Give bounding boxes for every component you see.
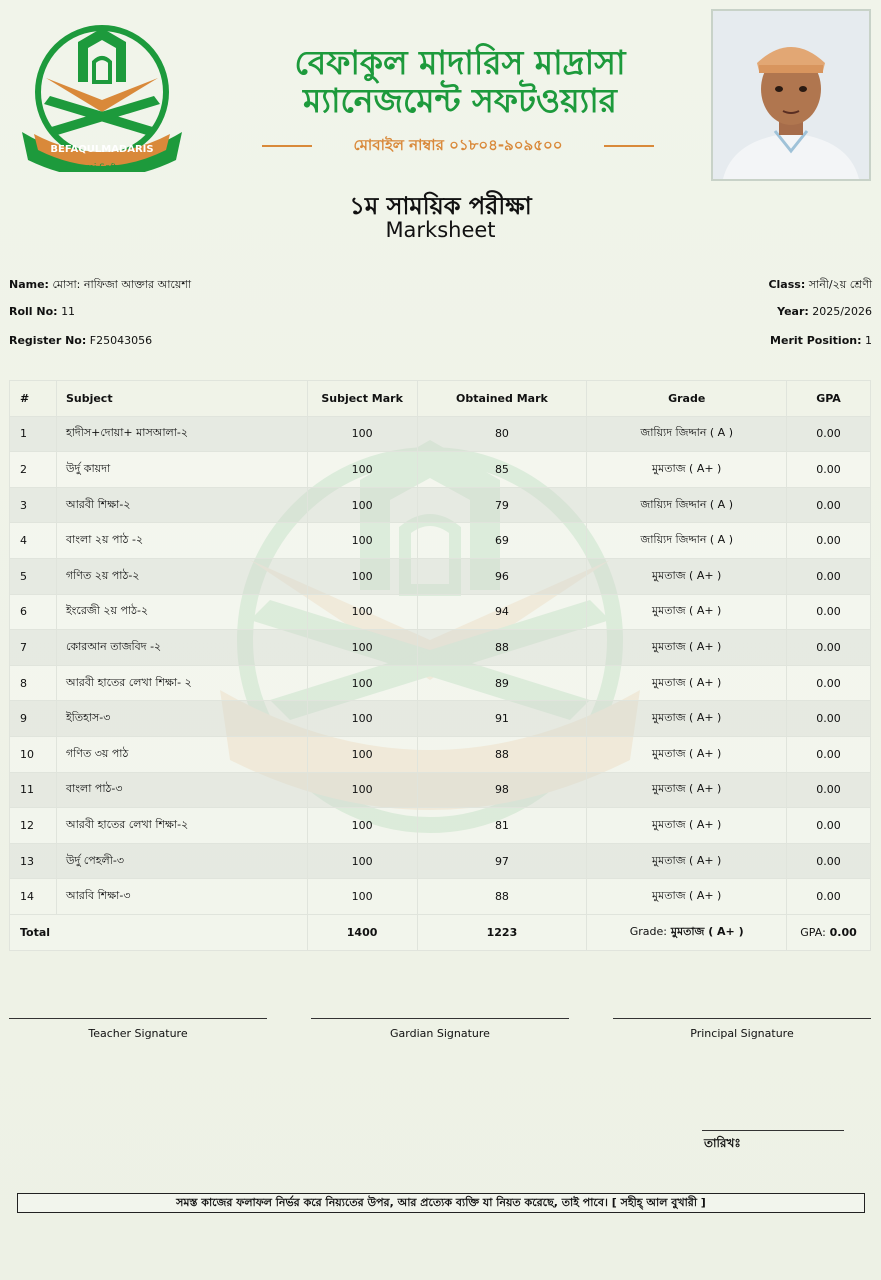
row-subject: আরবি শিক্ষা-৩ (56, 879, 307, 915)
register-label: Register No: (9, 334, 87, 347)
row-gpa: 0.00 (787, 772, 871, 808)
row-obtained-mark: 97 (417, 843, 587, 879)
row-subject: আরবী হাতের লেখা শিক্ষা-২ (56, 808, 307, 844)
row-subject-mark: 100 (307, 808, 417, 844)
row-subject: ইতিহাস-৩ (56, 701, 307, 737)
row-subject: গণিত ৩য় পাঠ (56, 736, 307, 772)
row-number: 6 (10, 594, 57, 630)
row-grade: মুমতাজ ( A+ ) (587, 558, 787, 594)
class-row (768, 276, 872, 295)
roll-label: Roll No: (9, 305, 58, 318)
row-gpa: 0.00 (787, 879, 871, 915)
row-grade: মুমতাজ ( A+ ) (587, 772, 787, 808)
row-subject-mark: 100 (307, 772, 417, 808)
total-grade-cell (587, 914, 787, 950)
row-number: 1 (10, 416, 57, 452)
row-grade: জায়্যিদ জিদ্দান ( A ) (587, 416, 787, 452)
total-gpa-value: 0.00 (829, 925, 857, 939)
table-row (10, 701, 871, 737)
row-gpa: 0.00 (787, 843, 871, 879)
col-header-subject: Subject (56, 381, 307, 417)
table-row (10, 843, 871, 879)
row-obtained-mark: 85 (417, 452, 587, 488)
table-row (10, 630, 871, 666)
table-header-row (10, 381, 871, 417)
table-row (10, 558, 871, 594)
table-row (10, 879, 871, 915)
register-value: F25043056 (89, 334, 153, 347)
teacher-signature: Teacher Signature (9, 1018, 267, 1040)
row-number: 13 (10, 843, 57, 879)
row-number: 12 (10, 808, 57, 844)
row-grade: মুমতাজ ( A+ ) (587, 808, 787, 844)
date-line (702, 1130, 844, 1131)
row-gpa: 0.00 (787, 630, 871, 666)
table-row (10, 772, 871, 808)
row-gpa: 0.00 (787, 523, 871, 559)
row-obtained-mark: 88 (417, 736, 587, 772)
row-obtained-mark: 96 (417, 558, 587, 594)
row-grade: মুমতাজ ( A+ ) (587, 452, 787, 488)
class-label: Class: (768, 278, 806, 291)
row-grade: মুমতাজ ( A+ ) (587, 736, 787, 772)
exam-title: ১ম সাময়িক পরীক্ষা (349, 192, 532, 220)
row-subject: উর্দু কায়দা (56, 452, 307, 488)
row-gpa: 0.00 (787, 558, 871, 594)
row-grade: মুমতাজ ( A+ ) (587, 594, 787, 630)
row-gpa: 0.00 (787, 665, 871, 701)
roll-value: 11 (61, 305, 76, 318)
table-row (10, 736, 871, 772)
table-row (10, 594, 871, 630)
row-subject-mark: 100 (307, 843, 417, 879)
student-name-label: Name: (9, 278, 49, 291)
col-header-subject-mark: Subject Mark (307, 381, 417, 417)
total-obtained-mark: 1223 (417, 914, 587, 950)
row-gpa: 0.00 (787, 487, 871, 523)
row-number: 9 (10, 701, 57, 737)
register-row (9, 334, 152, 347)
row-number: 14 (10, 879, 57, 915)
row-number: 10 (10, 736, 57, 772)
row-subject: বাংলা ২য় পাঠ -২ (56, 523, 307, 559)
software-title (240, 44, 680, 120)
row-obtained-mark: 88 (417, 630, 587, 666)
row-grade: মুমতাজ ( A+ ) (587, 630, 787, 666)
col-header-number: # (10, 381, 57, 417)
row-number: 7 (10, 630, 57, 666)
row-grade: মুমতাজ ( A+ ) (587, 843, 787, 879)
row-subject: কোরআন তাজবিদ -২ (56, 630, 307, 666)
total-gpa-cell (787, 914, 871, 950)
row-subject-mark: 100 (307, 416, 417, 452)
row-gpa: 0.00 (787, 701, 871, 737)
guardian-signature: Gardian Signature (311, 1018, 569, 1040)
total-label: Total (10, 914, 308, 950)
table-row (10, 665, 871, 701)
row-obtained-mark: 69 (417, 523, 587, 559)
row-subject-mark: 100 (307, 879, 417, 915)
row-gpa: 0.00 (787, 416, 871, 452)
phone-divider-right (604, 145, 654, 147)
year-row (777, 305, 872, 318)
col-header-gpa: GPA (787, 381, 871, 417)
row-subject-mark: 100 (307, 487, 417, 523)
date-label: তারিখঃ (704, 1136, 741, 1150)
row-grade: জায়্যিদ জিদ্দান ( A ) (587, 523, 787, 559)
row-number: 4 (10, 523, 57, 559)
table-total-row (10, 914, 871, 950)
row-obtained-mark: 80 (417, 416, 587, 452)
software-title-line2: ম্যানেজমেন্ট সফটওয়্যার (303, 81, 617, 120)
row-obtained-mark: 79 (417, 487, 587, 523)
row-gpa: 0.00 (787, 594, 871, 630)
table-row (10, 487, 871, 523)
row-subject: গণিত ২য় পাঠ-২ (56, 558, 307, 594)
footer-hadith-quote: সমস্ত কাজের ফলাফল নির্ভর করে নিয়্যতের উপর, আর প্রত্যেক ব্যক্তি যা নিয়ত করেছে, তাই পাবে। [ সহীহ্ আল বুখারী ] (17, 1193, 865, 1213)
total-gpa-label: GPA: (800, 925, 826, 939)
row-subject: হাদীস+দোয়া+ মাসআলা-২ (56, 416, 307, 452)
phone-banner (262, 134, 654, 156)
row-grade: মুমতাজ ( A+ ) (587, 701, 787, 737)
software-title-line1: বেফাকুল মাদারিস মাদ্রাসা (294, 43, 626, 82)
principal-signature: Principal Signature (613, 1018, 871, 1040)
roll-row (9, 305, 75, 318)
marks-table (9, 380, 871, 951)
row-obtained-mark: 91 (417, 701, 587, 737)
merit-label: Merit Position: (770, 334, 862, 347)
row-subject: আরবী শিক্ষা-২ (56, 487, 307, 523)
logo-sub-text: Qawmi Software (65, 163, 139, 172)
student-photo-image (713, 11, 869, 179)
row-grade: মুমতাজ ( A+ ) (587, 665, 787, 701)
row-gpa: 0.00 (787, 736, 871, 772)
class-value: সানী/২য় শ্রেণী (808, 278, 872, 291)
row-subject: আরবী হাতের লেখা শিক্ষা- ২ (56, 665, 307, 701)
merit-row (770, 334, 872, 347)
year-label: Year: (777, 305, 809, 318)
row-grade: মুমতাজ ( A+ ) (587, 879, 787, 915)
table-row (10, 416, 871, 452)
row-subject: উর্দু পেহলী-৩ (56, 843, 307, 879)
row-number: 2 (10, 452, 57, 488)
madrasa-logo (16, 20, 188, 172)
row-subject-mark: 100 (307, 665, 417, 701)
student-name-row (9, 276, 191, 295)
table-row (10, 808, 871, 844)
row-subject: ইংরেজী ২য় পাঠ-২ (56, 594, 307, 630)
student-name: মোসা: নাফিজা আক্তার আয়েশা (52, 278, 192, 291)
row-obtained-mark: 81 (417, 808, 587, 844)
row-obtained-mark: 98 (417, 772, 587, 808)
col-header-obtained-mark: Obtained Mark (417, 381, 587, 417)
table-row (10, 523, 871, 559)
row-obtained-mark: 88 (417, 879, 587, 915)
student-photo (711, 9, 871, 181)
year-value: 2025/2026 (812, 305, 872, 318)
row-subject-mark: 100 (307, 594, 417, 630)
phone-number: মোবাইল নাম্বার ০১৮০৪-৯০৯৫০০ (353, 136, 563, 154)
row-subject: বাংলা পাঠ-৩ (56, 772, 307, 808)
logo-brand-text: BEFAQULMADARIS (50, 144, 154, 155)
row-gpa: 0.00 (787, 452, 871, 488)
marksheet-title: Marksheet (385, 218, 496, 242)
row-subject-mark: 100 (307, 630, 417, 666)
row-subject-mark: 100 (307, 558, 417, 594)
merit-value: 1 (865, 334, 872, 347)
total-subject-mark: 1400 (307, 914, 417, 950)
row-gpa: 0.00 (787, 808, 871, 844)
phone-divider-left (262, 145, 312, 147)
total-grade-value: মুমতাজ ( A+ ) (670, 924, 744, 938)
row-subject-mark: 100 (307, 736, 417, 772)
col-header-grade: Grade (587, 381, 787, 417)
row-subject-mark: 100 (307, 701, 417, 737)
row-number: 5 (10, 558, 57, 594)
row-number: 3 (10, 487, 57, 523)
row-subject-mark: 100 (307, 452, 417, 488)
row-number: 11 (10, 772, 57, 808)
row-obtained-mark: 89 (417, 665, 587, 701)
row-grade: জায়্যিদ জিদ্দান ( A ) (587, 487, 787, 523)
table-row (10, 452, 871, 488)
row-obtained-mark: 94 (417, 594, 587, 630)
row-subject-mark: 100 (307, 523, 417, 559)
total-grade-label: Grade: (629, 924, 668, 938)
row-number: 8 (10, 665, 57, 701)
